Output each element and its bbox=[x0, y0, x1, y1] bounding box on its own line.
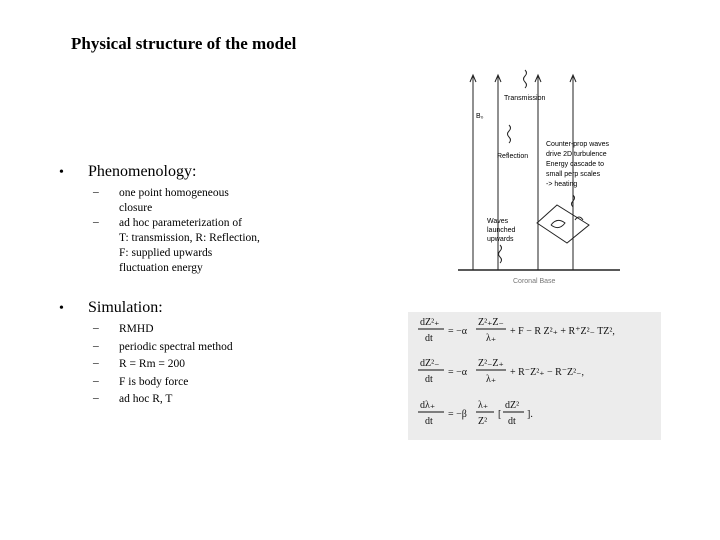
sim-item: F is body force bbox=[119, 376, 189, 388]
waves-launched-label: launched bbox=[487, 227, 516, 234]
coronal-model-figure bbox=[455, 65, 625, 290]
dash-marker: – bbox=[93, 357, 99, 369]
counter-prop-label: drive 2D turbulence bbox=[546, 151, 607, 158]
dash-marker: – bbox=[93, 216, 99, 228]
svg-text:Z²: Z² bbox=[478, 416, 488, 427]
sim-item: R = Rm = 200 bbox=[119, 358, 186, 370]
sub-item-line: ad hoc parameterization of bbox=[119, 217, 242, 229]
svg-text:dλ₊: dλ₊ bbox=[420, 400, 436, 411]
bullet-dot: • bbox=[59, 165, 64, 180]
dash-marker: – bbox=[93, 392, 99, 404]
svg-text:].: ]. bbox=[527, 409, 533, 420]
bullet-dot: • bbox=[59, 301, 64, 316]
dash-marker: – bbox=[93, 375, 99, 387]
section-heading-simulation: Simulation: bbox=[88, 299, 163, 316]
sub-item-line: one point homogeneous bbox=[119, 187, 229, 199]
svg-text:+ R⁻Z²₊ − R⁻Z²₋,: + R⁻Z²₊ − R⁻Z²₋, bbox=[510, 367, 584, 378]
svg-text:λ₊: λ₊ bbox=[486, 333, 497, 344]
sub-item-line: T: transmission, R: Reflection, bbox=[119, 232, 260, 244]
counter-prop-label: -> heating bbox=[546, 181, 578, 188]
sub-item-line: closure bbox=[119, 202, 153, 214]
svg-text:λ₊: λ₊ bbox=[478, 400, 489, 411]
dash-marker: – bbox=[93, 186, 99, 198]
counter-prop-label: small perp scales bbox=[546, 171, 601, 178]
b0-label: B₀ bbox=[476, 113, 484, 120]
waves-launched-label: upwards bbox=[487, 236, 514, 243]
dash-marker: – bbox=[93, 340, 99, 352]
svg-text:dt: dt bbox=[508, 416, 516, 427]
svg-text:= −β: = −β bbox=[448, 409, 467, 420]
svg-text:dt: dt bbox=[425, 333, 433, 344]
reflection-label: Reflection bbox=[497, 153, 529, 160]
rmhd-equations-image bbox=[408, 312, 661, 440]
svg-text:dZ²₊: dZ²₊ bbox=[420, 317, 440, 328]
svg-text:Z²₋Z₊: Z²₋Z₊ bbox=[478, 358, 504, 369]
svg-text:[: [ bbox=[498, 409, 502, 420]
dash-marker: – bbox=[93, 322, 99, 334]
transmission-label: Transmission bbox=[504, 95, 546, 102]
waves-launched-label: Waves bbox=[487, 218, 509, 225]
counter-prop-label: Counter-prop waves bbox=[546, 141, 610, 148]
svg-text:+ F − R Z²₊ + R⁺Z²₋ TZ²,: + F − R Z²₊ + R⁺Z²₋ TZ², bbox=[510, 326, 615, 337]
svg-text:= −α: = −α bbox=[448, 326, 468, 337]
equation-panel bbox=[408, 312, 661, 440]
sim-item: ad hoc R, T bbox=[119, 393, 173, 405]
coronal-base-label: Coronal Base bbox=[513, 278, 556, 285]
section-heading-phenomenology: Phenomenology: bbox=[88, 163, 197, 180]
svg-text:Z²₊Z₋: Z²₊Z₋ bbox=[478, 317, 504, 328]
sub-item-line: fluctuation energy bbox=[119, 262, 203, 274]
sim-item: periodic spectral method bbox=[119, 341, 233, 353]
svg-text:dt: dt bbox=[425, 374, 433, 385]
svg-text:dZ²₋: dZ²₋ bbox=[420, 358, 440, 369]
svg-text:dt: dt bbox=[425, 416, 433, 427]
sub-item-closure bbox=[119, 186, 279, 216]
svg-text:dZ²: dZ² bbox=[505, 400, 520, 411]
slide-title: Physical structure of the model bbox=[71, 34, 297, 53]
svg-text:= −α: = −α bbox=[448, 367, 468, 378]
sim-item: RMHD bbox=[119, 323, 154, 335]
sub-item-line: F: supplied upwards bbox=[119, 247, 213, 259]
sub-item-parameterization bbox=[119, 216, 279, 276]
counter-prop-label: Energy cascade to bbox=[546, 161, 604, 168]
svg-text:λ₊: λ₊ bbox=[486, 374, 497, 385]
